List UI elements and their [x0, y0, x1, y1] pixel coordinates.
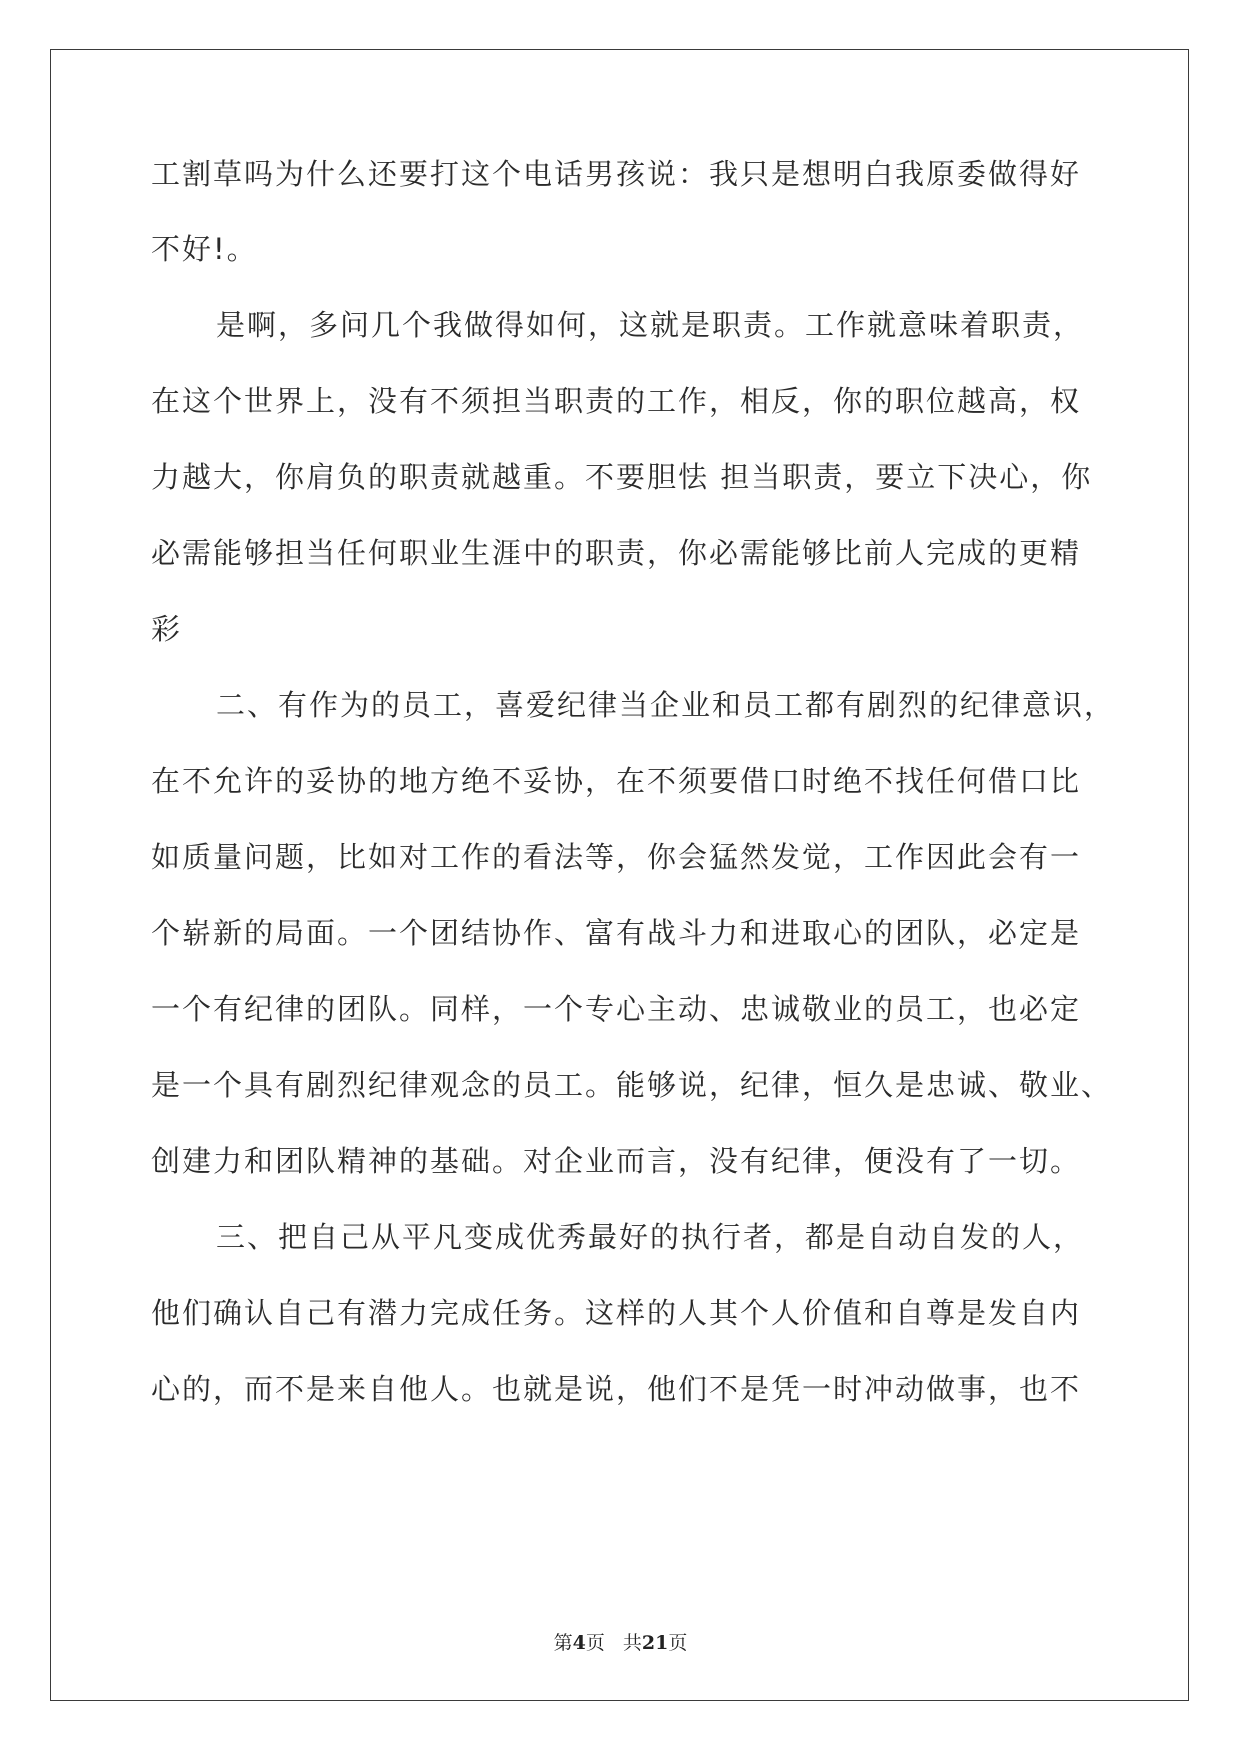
page-total-number: 21	[641, 1632, 669, 1654]
page-current-number: 4	[572, 1632, 586, 1654]
text-line: 力越大，你肩负的职责就越重。不要胆怯 担当职责，要立下决心，你	[151, 460, 1093, 494]
text-line: 他们确认自己有潜力完成任务。这样的人其个人价值和自尊是发自内	[151, 1296, 1082, 1330]
total-suffix: 页	[668, 1632, 688, 1654]
page-prefix: 第	[553, 1632, 573, 1654]
text-line: 如质量问题，比如对工作的看法等，你会猛然发觉，工作因此会有一	[151, 840, 1082, 874]
text-line: 在不允许的妥协的地方绝不妥协，在不须要借口时绝不找任何借口比	[151, 764, 1082, 798]
text-line: 彩	[151, 612, 183, 646]
text-line: 创建力和团队精神的基础。对企业而言，没有纪律，便没有了一切。	[151, 1144, 1082, 1178]
total-prefix: 共	[622, 1632, 642, 1654]
text-line: 个崭新的局面。一个团结协作、富有战斗力和进取心的团队，必定是	[151, 916, 1082, 950]
page-footer	[0, 1628, 1241, 1655]
text-line: 心的，而不是来自他人。也就是说，他们不是凭一时冲动做事，也不	[151, 1372, 1082, 1406]
paragraph-start-line: 是啊，多问几个我做得如何，这就是职责。工作就意味着职责，	[216, 308, 1085, 342]
text-line: 是一个具有剧烈纪律观念的员工。能够说，纪律，恒久是忠诚、敬业、	[151, 1068, 1113, 1102]
text-line: 必需能够担当任何职业生涯中的职责，你必需能够比前人完成的更精	[151, 536, 1082, 570]
text-line: 工割草吗为什么还要打这个电话男孩说：我只是想明白我原委做得好	[151, 157, 1082, 191]
paragraph-start-line: 三、把自己从平凡变成优秀最好的执行者，都是自动自发的人，	[216, 1220, 1085, 1254]
text-line: 一个有纪律的团队。同样，一个专心主动、忠诚敬业的员工，也必定	[151, 992, 1082, 1026]
text-line: 不好!。	[151, 232, 258, 266]
paragraph-start-line: 二、有作为的员工，喜爱纪律当企业和员工都有剧烈的纪律意识，	[216, 688, 1116, 722]
page-suffix: 页	[585, 1632, 605, 1654]
text-line: 在这个世界上，没有不须担当职责的工作，相反，你的职位越高，权	[151, 384, 1082, 418]
